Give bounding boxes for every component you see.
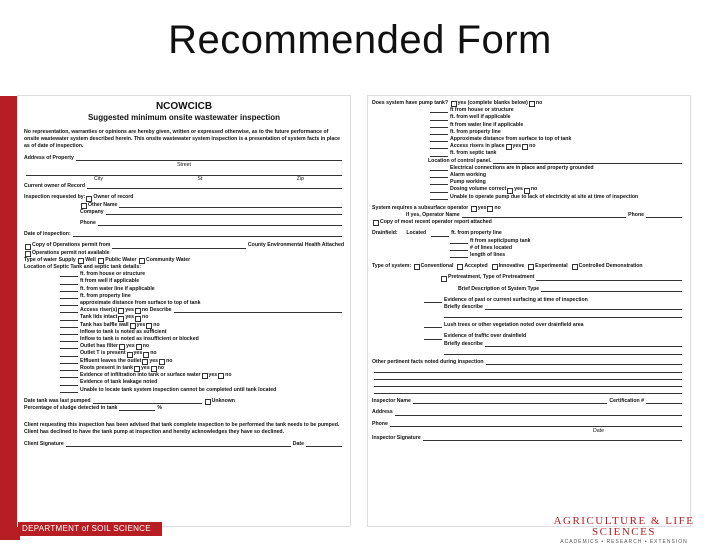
other-facts-row: Other pertinent facts noted during inspection	[372, 359, 684, 366]
tank-item: Roots present in tank yes no	[24, 365, 344, 372]
pretreatment-row: Pretreatment, Type of Pretreatment	[372, 274, 684, 281]
accepted-checkbox[interactable]	[457, 264, 463, 270]
no-checkbox[interactable]	[135, 308, 141, 314]
pretreatment-checkbox[interactable]	[441, 276, 447, 282]
control-panel-row: Location of control panel.	[372, 158, 684, 165]
tank-item: Unable to locate tank system inspection cannot be completed until tank located	[24, 387, 344, 394]
facts-line	[374, 387, 682, 394]
panel-item: Alarm working	[372, 172, 684, 179]
innovative-checkbox[interactable]	[492, 264, 498, 270]
brief-desc-row: Brief Description of System Type	[372, 286, 684, 293]
pump-item: ft. from property line	[372, 129, 684, 136]
panel-item: Electrical connections are in place and property grounded	[372, 165, 684, 172]
facts-line	[374, 380, 682, 387]
tank-item: Evidence of tank leakage noted	[24, 379, 344, 386]
tank-item: Inflow to tank is noted as insufficient or blocked	[24, 336, 344, 343]
logo-sub-text: ACADEMICS • RESEARCH • EXTENSION	[560, 539, 688, 545]
pump-item: Access risers in place yes no	[372, 143, 684, 150]
drainfield-item: ft from septic/pump tank	[372, 238, 684, 245]
surfacing-line	[444, 311, 682, 318]
disclaimer-text: No representation, warranties or opinions are hereby given, written or expressed otherwise, as to the future performance of onsite wastewater system described herein. This onsite wastewater system inspection is a presentation of system facts in place as of date of inspection.	[24, 129, 340, 150]
date-label: Date	[593, 427, 604, 434]
traffic-row: Evidence of traffic over drainfield	[372, 333, 684, 340]
copy-report-row: Copy of most recent operator report attached	[372, 219, 684, 226]
form-subheader: Suggested minimum onsite wastewater inspection	[87, 113, 281, 122]
client-note: Client requesting this inspection has been advised that tank complete inspection to be performed the tank needs to be pumped. Client has declined to have the tank pump at inspection and hereby acknowledges they have so declined.	[24, 422, 340, 436]
tank-item: ft. from property line	[24, 293, 344, 300]
copy-report-checkbox[interactable]	[373, 220, 379, 226]
form-page-left	[18, 96, 350, 526]
panel-item: Unable to operate pump due to lack of electricity at site at time of inspection	[372, 194, 684, 201]
phone-row: Phone	[24, 220, 344, 227]
inspector-address-row: Address	[372, 409, 684, 416]
inspector-signature-row: Inspector Signature	[372, 435, 684, 442]
no-checkbox[interactable]	[522, 144, 528, 150]
no-checkbox[interactable]	[487, 206, 493, 212]
facts-line	[374, 366, 682, 373]
surfacing-row: Evidence of past or current surfacing at time of inspection	[372, 297, 684, 304]
traffic-line	[444, 348, 682, 355]
unknown-checkbox[interactable]	[205, 399, 211, 405]
company-row: Company	[24, 209, 344, 216]
other-name-row: Other Name	[24, 202, 344, 209]
yes-checkbox[interactable]	[506, 144, 512, 150]
drainfield-item: length of lines	[372, 252, 684, 259]
accent-bar	[0, 96, 20, 540]
yes-checkbox[interactable]	[471, 206, 477, 212]
tank-item: ft. from house or structure	[24, 271, 344, 278]
permit-na-row: Operations permit not available	[24, 250, 344, 257]
tank-item: Tank lids intact yes no	[24, 314, 344, 321]
sludge-row: Percentage of sludge detected in tank %	[24, 404, 163, 411]
college-logo	[534, 515, 714, 545]
client-signature-row: Client Signature Date	[24, 441, 344, 448]
location-header: Location of Septic Tank and septic tank details:	[24, 264, 141, 271]
last-pumped-row: Date tank was last pumped Unknown	[24, 397, 235, 404]
yes-checkbox[interactable]	[118, 308, 124, 314]
tank-item: Outlet has filter yes no	[24, 343, 344, 350]
panel-item: Pump working	[372, 179, 684, 186]
form-header: NCOWCICB	[155, 101, 213, 112]
type-system-row: Type of system: Conventional Accepted Innovative Experimental Controlled Demonstration	[372, 263, 643, 270]
facts-line	[374, 373, 682, 380]
pump-item: Approximate distance from surface to top of tank	[372, 136, 684, 143]
permit-checkbox[interactable]	[25, 244, 31, 250]
panel-item: Dosing volume correct yes no	[372, 186, 684, 193]
surfacing-describe-row: Briefly describe	[372, 304, 684, 311]
tank-item: Effluent leaves the outlet yes no	[24, 358, 344, 365]
no-checkbox[interactable]	[218, 373, 224, 379]
form-page-right	[368, 96, 690, 526]
operator-name-row: If yes, Operator Name Phone	[372, 212, 684, 219]
tank-item: Access riser(s) yes no Describe	[24, 307, 344, 314]
pump-tank-row: Does system have pump tank? yes (complete blanks below) no	[372, 100, 543, 106]
controlled-demo-checkbox[interactable]	[572, 264, 578, 270]
conventional-checkbox[interactable]	[414, 264, 420, 270]
requested-by-row: Inspection requested by: Owner of record	[24, 194, 134, 201]
yes-checkbox[interactable]	[202, 373, 208, 379]
traffic-describe-row: Briefly describe	[372, 341, 684, 348]
vegetation-row: Lush trees or other vegetation noted over drainfield area	[372, 322, 684, 329]
pump-item: ft. from well if applicable	[372, 114, 684, 121]
owner-row: Current owner of Record	[24, 183, 344, 190]
slide-title: Recommended Form	[168, 18, 552, 62]
drainfield-row: Drainfield: Located ft. from property line	[372, 230, 502, 237]
pump-item: ft from house or structure	[372, 107, 684, 114]
inspector-phone-row: Phone	[372, 421, 684, 428]
no-checkbox[interactable]	[143, 352, 149, 358]
city-state-zip-labels: City St Zip	[94, 176, 304, 183]
street-label: Street	[177, 161, 191, 168]
address-row: Address of Property	[24, 155, 344, 162]
date-inspection-row: Date of inspection:	[24, 231, 344, 238]
tank-item: ft. from water line if applicable	[24, 286, 344, 293]
tank-item: Tank has baffle wall yes no	[24, 322, 344, 329]
tank-item: approximate distance from surface to top of tank	[24, 300, 344, 307]
permit-row: Copy of Operations permit from County Environmental Health Attached	[24, 242, 344, 249]
department-footer: DEPARTMENT of SOIL SCIENCE	[18, 522, 162, 536]
inspector-name-row: Inspector Name Certification #	[372, 398, 684, 405]
pump-item: ft. from septic tank	[372, 150, 684, 157]
drainfield-item: # of lines located	[372, 245, 684, 252]
tank-item: ft from well if applicable	[24, 278, 344, 285]
pump-no-checkbox[interactable]	[529, 101, 535, 107]
operator-req-row: System requires a subsurface operator yes no	[372, 204, 501, 211]
city-line	[26, 169, 342, 176]
experimental-checkbox[interactable]	[528, 264, 534, 270]
tank-item: Evidence of infiltration into tank or surface water yes no	[24, 372, 344, 379]
tank-item: Inflow to tank is noted as sufficient	[24, 329, 344, 336]
logo-main-text: AGRICULTURE & LIFE SCIENCES	[553, 515, 695, 538]
pump-item: ft from water line if applicable	[372, 122, 684, 129]
water-supply-row: Type of water Supply Well Public Water Community Water	[24, 256, 191, 263]
tank-item: Outlet T is present yes no	[24, 350, 344, 357]
